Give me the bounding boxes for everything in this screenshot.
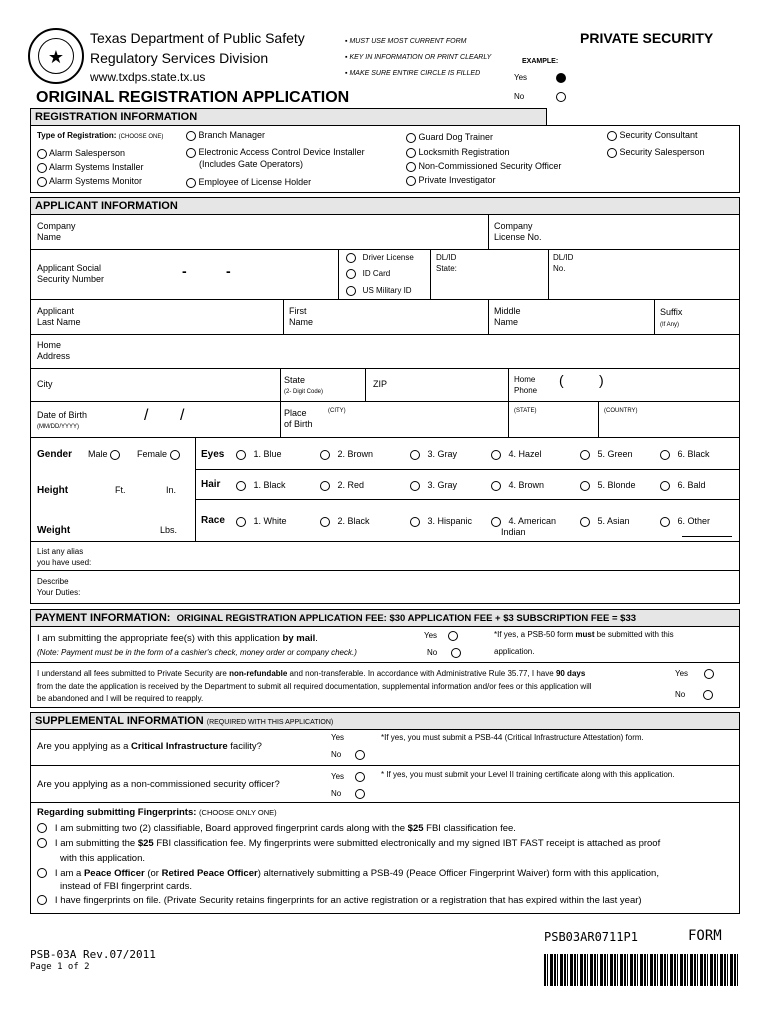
radio-icon[interactable]: [236, 481, 246, 491]
weight-lbs-label: Lbs.: [160, 525, 178, 535]
height-ft-label: Ft.: [115, 485, 126, 495]
ssn-dash-2: -: [226, 263, 231, 279]
radio-icon[interactable]: [410, 517, 420, 527]
reg-private-investigator[interactable]: Private Investigator: [406, 175, 496, 186]
home-phone-label: Home Phone: [514, 375, 538, 395]
weight-label: Weight: [37, 525, 71, 536]
radio-icon[interactable]: [410, 450, 420, 460]
reg-branch-manager[interactable]: Branch Manager: [186, 130, 265, 141]
type-of-registration-label: Type of Registration: (CHOOSE ONE): [37, 131, 164, 140]
hair-red[interactable]: 2. Red: [320, 480, 364, 491]
dlid-state-label: DL/ID State:: [436, 253, 457, 273]
pob-city-label: (CITY): [328, 408, 346, 414]
dlid-no-label: DL/ID No.: [553, 253, 574, 273]
payment-heading: PAYMENT INFORMATION: ORIGINAL REGISTRATION APPLICATION FEE: $30 APPLICATION FEE + $3 SUBSCRIPTION FEE = $33: [30, 609, 740, 627]
instruction-2: ▪ KEY IN INFORMATION OR PRINT CLEARLY: [345, 54, 492, 61]
ci-yes-label: Yes: [331, 733, 345, 742]
race-hispanic[interactable]: 3. Hispanic: [410, 516, 472, 527]
ci-note: *If yes, you must submit a PSB-44 (Critical Infrastructure Attestation) form.: [381, 733, 644, 742]
page-number: Page 1 of 2: [30, 962, 90, 972]
division-name: Regulatory Services Division: [90, 50, 269, 66]
radio-icon[interactable]: [37, 838, 47, 848]
reg-non-commissioned-officer[interactable]: Non-Commissioned Security Officer: [406, 161, 561, 172]
fp-option-2-line2: with this application.: [60, 853, 146, 864]
pob-country-label: (COUNTRY): [604, 408, 638, 414]
eyes-black[interactable]: 6. Black: [660, 449, 710, 460]
radio-icon[interactable]: [607, 131, 617, 141]
refund-yes[interactable]: Yes: [675, 668, 714, 679]
radio-icon[interactable]: [186, 178, 196, 188]
reg-locksmith[interactable]: Locksmith Registration: [406, 147, 510, 158]
radio-icon[interactable]: [320, 450, 330, 460]
radio-icon[interactable]: [451, 648, 461, 658]
website: www.txdps.state.tx.us: [90, 70, 206, 84]
phone-close-paren: ): [599, 372, 604, 388]
gender-male[interactable]: Male: [88, 449, 120, 460]
zip-label: ZIP: [373, 379, 388, 389]
middle-name-label: Middle Name: [494, 306, 521, 327]
example-filled-radio: [556, 73, 566, 83]
race-black[interactable]: 2. Black: [320, 516, 370, 527]
hair-brown[interactable]: 4. Brown: [491, 480, 544, 491]
gender-label: Gender: [37, 449, 73, 460]
reg-electronic-access[interactable]: Electronic Access Control Device Installer: [186, 147, 365, 158]
alias-label: List any alias you have used:: [37, 547, 92, 567]
mail-yes[interactable]: Yes: [424, 630, 458, 641]
last-name-label: Applicant Last Name: [37, 306, 81, 327]
nco-note: * If yes, you must submit your Level II training certificate along with this application.: [381, 770, 675, 779]
radio-icon[interactable]: [186, 131, 196, 141]
refund-policy-text-2: from the date the application is received by the Department to submit all required documentation, supplemental information and/or fees or this application will: [37, 682, 592, 691]
mail-fee-text: I am submitting the appropriate fee(s) with this application by mail.: [37, 633, 318, 644]
dps-seal: ★: [28, 28, 84, 84]
dob-slash-2: /: [180, 407, 185, 424]
hair-label: Hair: [201, 479, 221, 490]
agency-name: Texas Department of Public Safety: [90, 30, 305, 46]
height-in-label: In.: [166, 485, 177, 495]
company-license-label: Company License No.: [494, 221, 542, 242]
eyes-brown[interactable]: 2. Brown: [320, 449, 373, 460]
fp-option-4[interactable]: I have fingerprints on file. (Private Security retains fingerprints for an active registration or a registration that has expired within the last year): [37, 895, 642, 906]
radio-icon[interactable]: [355, 772, 365, 782]
refund-no[interactable]: No: [675, 689, 713, 700]
reg-alarm-systems-installer[interactable]: Alarm Systems Installer: [37, 162, 144, 173]
radio-icon[interactable]: [448, 631, 458, 641]
radio-icon[interactable]: [346, 269, 356, 279]
radio-icon[interactable]: [37, 868, 47, 878]
fp-option-3-line2: instead of FBI fingerprint cards.: [60, 881, 193, 892]
radio-icon[interactable]: [37, 895, 47, 905]
fp-option-3[interactable]: I am a Peace Officer (or Retired Peace Officer) alternatively submitting a PSB-49 (Peace Officer Fingerprint Waiver) form with this application,: [37, 868, 659, 879]
fp-option-2[interactable]: I am submitting the $25 FBI classification fee. My fingerprints were submitted electronically and my signed IBT FAST receipt is attached as proof: [37, 838, 660, 849]
radio-icon[interactable]: [37, 823, 47, 833]
race-label: Race: [201, 515, 225, 526]
mail-no[interactable]: No: [427, 647, 461, 658]
instruction-3: ▪ MAKE SURE ENTIRE CIRCLE IS FILLED: [345, 70, 481, 77]
first-name-label: First Name: [289, 306, 314, 327]
psb50-note-2: application.: [494, 647, 535, 656]
race-asian[interactable]: 5. Asian: [580, 516, 630, 527]
race-white[interactable]: 1. White: [236, 516, 287, 527]
radio-icon[interactable]: [660, 450, 670, 460]
eyes-hazel[interactable]: 4. Hazel: [491, 449, 542, 460]
suffix-label: Suffix: [660, 307, 683, 317]
radio-icon[interactable]: [660, 481, 670, 491]
radio-icon[interactable]: [580, 481, 590, 491]
refund-policy-text-3: be abandoned and I will be required to reapply.: [37, 694, 204, 703]
radio-icon[interactable]: [37, 177, 47, 187]
hair-bald[interactable]: 6. Bald: [660, 480, 706, 491]
applicant-heading: APPLICANT INFORMATION: [30, 197, 740, 215]
state-label: State: [284, 375, 306, 385]
example-no-label: No: [514, 92, 525, 101]
state-note: (2- Digit Code): [284, 389, 324, 395]
dob-slash-1: /: [144, 407, 149, 424]
id-driver-license[interactable]: Driver License: [346, 252, 414, 263]
example-empty-radio: [556, 92, 566, 102]
radio-icon[interactable]: [236, 517, 246, 527]
radio-icon[interactable]: [607, 148, 617, 158]
dob-label: Date of Birth: [37, 410, 88, 420]
radio-icon[interactable]: [170, 450, 180, 460]
radio-icon[interactable]: [406, 148, 416, 158]
radio-icon[interactable]: [580, 517, 590, 527]
program-title: PRIVATE SECURITY: [580, 30, 714, 46]
refund-policy-text: I understand all fees submitted to Private Security are non-refundable and non-transferable. In accordance with Administrative Rule 35.77, I have 90 days: [37, 669, 586, 678]
reg-security-consultant[interactable]: Security Consultant: [607, 130, 698, 141]
reg-guard-dog-trainer[interactable]: Guard Dog Trainer: [406, 132, 493, 143]
radio-icon[interactable]: [355, 750, 365, 760]
instruction-1: ▪ MUST USE MOST CURRENT FORM: [345, 38, 467, 45]
ssn-dash-1: -: [182, 263, 187, 279]
eyes-green[interactable]: 5. Green: [580, 449, 633, 460]
form-word: FORM: [688, 928, 722, 944]
radio-icon[interactable]: [346, 253, 356, 263]
radio-icon[interactable]: [491, 450, 501, 460]
nco-question: Are you applying as a non-commissioned security officer?: [37, 779, 280, 790]
page-title: ORIGINAL REGISTRATION APPLICATION: [36, 89, 350, 106]
radio-icon[interactable]: [410, 481, 420, 491]
radio-icon[interactable]: [236, 450, 246, 460]
radio-icon[interactable]: [491, 517, 501, 527]
race-american-indian[interactable]: 4. American Indian: [491, 516, 556, 538]
radio-icon[interactable]: [406, 162, 416, 172]
hair-black[interactable]: 1. Black: [236, 480, 286, 491]
place-of-birth-label: Place of Birth: [284, 408, 313, 429]
radio-icon[interactable]: [355, 789, 365, 799]
id-id-card[interactable]: ID Card: [346, 268, 390, 279]
ssn-label: Applicant Social Security Number: [37, 263, 105, 284]
duties-label: Describe Your Duties:: [37, 577, 81, 597]
fingerprints-heading: Regarding submitting Fingerprints: (CHOOSE ONLY ONE): [37, 807, 277, 818]
height-label: Height: [37, 485, 69, 496]
example-yes-label: Yes: [514, 73, 528, 82]
reg-security-salesperson[interactable]: Security Salesperson: [607, 147, 705, 158]
id-us-military[interactable]: US Military ID: [346, 285, 412, 296]
reg-alarm-salesperson[interactable]: Alarm Salesperson: [37, 148, 125, 159]
hair-blonde[interactable]: 5. Blonde: [580, 480, 636, 491]
radio-icon[interactable]: [110, 450, 120, 460]
critical-infrastructure-question: Are you applying as a Critical Infrastructure facility?: [37, 741, 262, 752]
eyes-blue[interactable]: 1. Blue: [236, 449, 282, 460]
pob-state-label: (STATE): [514, 408, 537, 414]
radio-icon[interactable]: [37, 163, 47, 173]
home-address-label: Home Address: [37, 340, 71, 361]
reg-gate-operators-note: (Includes Gate Operators): [199, 159, 304, 169]
radio-icon[interactable]: [320, 481, 330, 491]
barcode-text: PSB03AR0711P1: [544, 930, 638, 944]
reg-employee-license-holder[interactable]: Employee of License Holder: [186, 177, 311, 188]
nco-no[interactable]: No: [331, 788, 365, 799]
reg-alarm-systems-monitor[interactable]: Alarm Systems Monitor: [37, 176, 142, 187]
city-label: City: [37, 379, 53, 389]
psb50-note: *If yes, a PSB-50 form must be submitted with this: [494, 630, 674, 639]
radio-icon[interactable]: [406, 133, 416, 143]
hair-gray[interactable]: 3. Gray: [410, 480, 457, 491]
radio-icon[interactable]: [406, 176, 416, 186]
example-label: EXAMPLE:: [522, 58, 559, 65]
mail-fee-note: (Note: Payment must be in the form of a cashier's check, money order or company check.): [37, 648, 357, 657]
company-name-label: Company Name: [37, 221, 76, 242]
registration-heading: REGISTRATION INFORMATION: [30, 108, 547, 126]
eyes-gray[interactable]: 3. Gray: [410, 449, 457, 460]
radio-icon[interactable]: [703, 690, 713, 700]
radio-icon[interactable]: [491, 481, 501, 491]
ci-no-label[interactable]: No: [331, 749, 365, 760]
radio-icon[interactable]: [660, 517, 670, 527]
nco-yes[interactable]: Yes: [331, 771, 365, 782]
suffix-note: (If Any): [660, 322, 680, 328]
eyes-label: Eyes: [201, 449, 225, 460]
phone-open-paren: (: [559, 372, 564, 388]
barcode: [544, 954, 740, 986]
radio-icon[interactable]: [704, 669, 714, 679]
race-other[interactable]: 6. Other: [660, 516, 710, 527]
radio-icon[interactable]: [580, 450, 590, 460]
dob-format: (MM/DD/YYYY): [37, 424, 79, 430]
supplemental-heading: SUPPLEMENTAL INFORMATION (REQUIRED WITH THIS APPLICATION): [30, 712, 740, 730]
radio-icon[interactable]: [186, 148, 196, 158]
radio-icon[interactable]: [320, 517, 330, 527]
form-code: PSB-03A Rev.07/2011: [30, 948, 156, 961]
gender-female[interactable]: Female: [137, 449, 180, 460]
radio-icon[interactable]: [346, 286, 356, 296]
fp-option-1[interactable]: I am submitting two (2) classifiable, Board approved fingerprint cards along with the $25 FBI classification fee.: [37, 823, 516, 834]
radio-icon[interactable]: [37, 149, 47, 159]
